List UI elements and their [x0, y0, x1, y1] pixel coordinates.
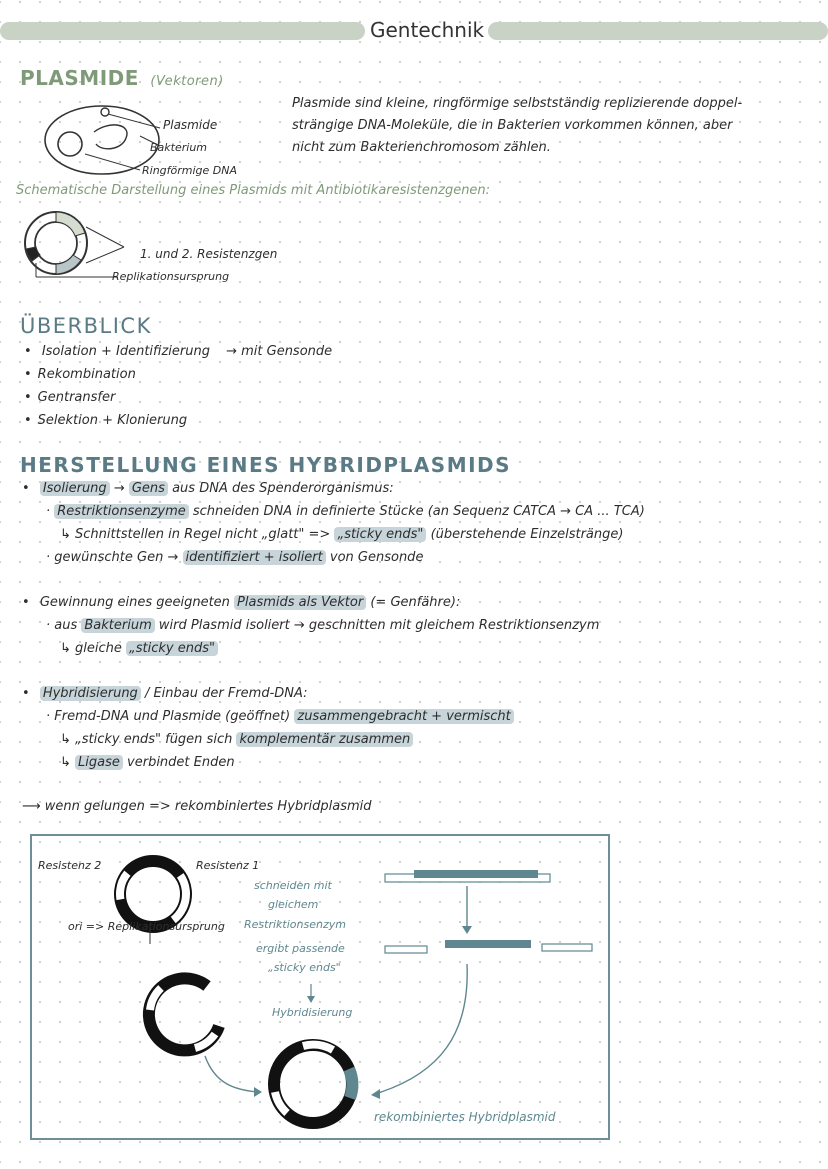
- schematic-label-ori: Replikationsursprung: [112, 270, 230, 283]
- step-cut-3: Restriktionsenzym: [244, 918, 346, 931]
- hybrid-line-5: [22, 595, 460, 610]
- schematic-caption: Schematische Darstellung eines Plasmids mit Antibiotikaresistenzgenen:: [16, 183, 491, 198]
- text: (überstehende Einzelstränge): [430, 527, 624, 542]
- hybrid-line-9: [46, 709, 514, 724]
- text: von Gensonde: [329, 550, 424, 565]
- text: ↳ „sticky ends" fügen sich: [60, 732, 233, 747]
- foreign-dna-cut: [385, 940, 592, 953]
- opened-plasmid: [149, 978, 219, 1050]
- label-resistenz-1: Resistenz 1: [196, 859, 260, 872]
- fig-label-dna: Ringförmige DNA: [142, 164, 238, 177]
- hl-gleiche-sticky-ends: „sticky ends": [126, 641, 218, 656]
- label-resistenz-2: Resistenz 2: [38, 859, 102, 872]
- step-cut-1: schneiden mit: [254, 879, 332, 892]
- overview-item-3: • Gentransfer: [24, 390, 115, 405]
- text: wird Plasmid isoliert → geschnitten mit gleichem Restriktionsenzym: [158, 618, 600, 633]
- title-bar-right: [488, 22, 828, 40]
- text: ↳: [60, 755, 71, 770]
- overview-item-1-text: Isolation + Identifizierung: [41, 344, 210, 359]
- overview-item-1: [24, 344, 332, 359]
- source-plasmid: [120, 861, 186, 927]
- hybrid-line-10: [60, 732, 413, 747]
- hybrid-line-4: [46, 550, 423, 565]
- dot: ·: [46, 709, 55, 724]
- dot: ·: [46, 550, 55, 565]
- step-hybridisierung: Hybridisierung: [272, 1006, 353, 1019]
- text: ↳ Schnittstellen in Regel nicht „glatt" =>: [60, 527, 331, 542]
- hl-plasmids-vektor: Plasmids als Vektor: [234, 595, 366, 610]
- page-title: Gentechnik: [370, 18, 485, 42]
- text: verbindet Enden: [127, 755, 235, 770]
- arrow-text: →: [113, 481, 125, 496]
- dot: ·: [46, 504, 55, 519]
- hl-hybridisierung: Hybridisierung: [40, 686, 141, 701]
- overview-item-4: • Selektion + Klonierung: [24, 413, 187, 428]
- text: Gewinnung eines geeigneten: [39, 595, 230, 610]
- result-label: rekombiniertes Hybridplasmid: [374, 1110, 556, 1124]
- overview-item-2: • Rekombination: [24, 367, 136, 382]
- plasmide-heading-text: PLASMIDE: [20, 66, 139, 90]
- text: / Einbau der Fremd-DNA:: [144, 686, 308, 701]
- plasmide-heading: [20, 66, 224, 90]
- hl-restriktionsenzyme: Restriktionsenzyme: [54, 504, 188, 519]
- hybrid-line-11: [60, 755, 235, 770]
- label-ori: ori => Replikationsursprung: [68, 920, 225, 933]
- text: schneiden DNA in definierte Stücke (an Sequenz CATCA → CA ... TCA): [192, 504, 645, 519]
- hl-zusammengebracht: zusammengebracht + vermischt: [294, 709, 513, 724]
- hl-identifiziert: identifiziert + isoliert: [183, 550, 326, 565]
- text: (= Genfähre):: [370, 595, 461, 610]
- hl-isolierung: Isolierung: [40, 481, 110, 496]
- plasmide-desc-3: nicht zum Bakterienchromosom zählen.: [292, 140, 551, 155]
- hl-gens: Gens: [129, 481, 168, 496]
- overview-heading: ÜBERBLICK: [20, 314, 152, 338]
- title-bar-left: [0, 22, 365, 40]
- text: Fremd-DNA und Plasmide (geöffnet): [54, 709, 291, 724]
- step-ends-2: „sticky ends": [268, 961, 341, 974]
- hybrid-line-6: [46, 618, 599, 633]
- text: aus: [54, 618, 78, 633]
- hybrid-line-12: ⟶ wenn gelungen => rekombiniertes Hybridplasmid: [22, 799, 372, 814]
- hybrid-heading: HERSTELLUNG EINES HYBRIDPLASMIDS: [20, 453, 512, 477]
- text: gewünschte Gen →: [54, 550, 179, 565]
- hybrid-line-1: [22, 481, 394, 496]
- foreign-dna-top: [385, 870, 550, 882]
- fig-label-bakterium: Bakterium: [150, 141, 208, 154]
- step-cut-2: gleichem: [268, 898, 319, 911]
- hybrid-line-8: [22, 686, 308, 701]
- hybrid-line-7: [60, 641, 218, 656]
- text: aus DNA des Spenderorganismus:: [172, 481, 394, 496]
- schematic-label-resistenz: 1. und 2. Resistenzgen: [140, 247, 278, 261]
- plasmide-heading-sub: (Vektoren): [150, 74, 224, 89]
- fig-label-plasmide: Plasmide: [163, 118, 218, 132]
- dot: ·: [46, 618, 55, 633]
- plasmide-desc-2: strängige DNA-Moleküle, die in Bakterien vorkommen können, aber: [292, 118, 733, 133]
- hybrid-line-2: [46, 504, 645, 519]
- step-ends-1: ergibt passende: [256, 942, 345, 955]
- recombinant-plasmid: [274, 1045, 352, 1123]
- plasmide-desc-1: Plasmide sind kleine, ringförmige selbstständig replizierende doppel-: [292, 96, 743, 111]
- hl-bakterium: Bakterium: [81, 618, 154, 633]
- hl-sticky-ends: „sticky ends": [334, 527, 426, 542]
- hl-ligase: Ligase: [75, 755, 123, 770]
- hybrid-line-3: [60, 527, 623, 542]
- overview-item-1-note: → mit Gensonde: [226, 344, 333, 359]
- text: ↳ gleiche: [60, 641, 122, 656]
- hl-komplementaer: komplementär zusammen: [236, 732, 413, 747]
